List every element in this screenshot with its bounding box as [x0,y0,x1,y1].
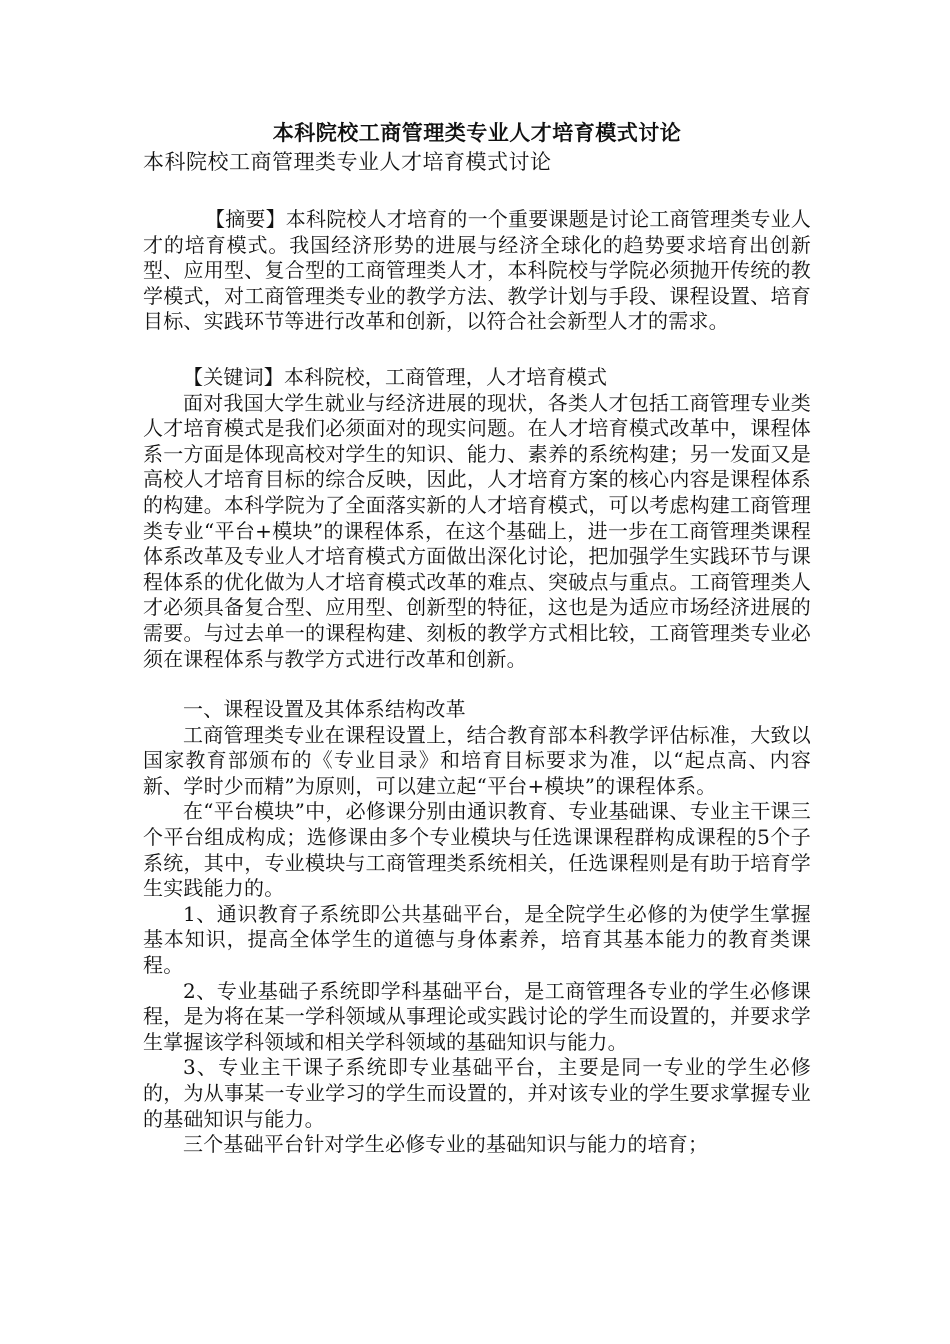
abstract-paragraph: 【摘要】本科院校人才培育的一个重要课题是讨论工商管理类专业人才的培育模式。我国经济形势的进展与经济全球化的趋势要求培育出创新型、应用型、复合型的工商管理类人才，本科院校与学院必须抛开传统的教学模式，对工商管理类专业的教学方法、教学计划与手段、课程设置、培育目标、实践环节等进行改革和创新，以符合社会新型人才的需求。 [143,207,811,334]
document-subtitle: 本科院校工商管理类专业人才培育模式讨论 [143,150,552,174]
document-body [143,118,811,1158]
document-title: 本科院校工商管理类专业人才培育模式讨论 [272,120,682,145]
section-heading: 一、课程设置及其体系结构改革 [183,697,466,722]
body-paragraph: 三个基础平台针对学生必修专业的基础知识与能力的培育； [183,1132,709,1157]
list-item: 2、专业基础子系统即学科基础平台，是工商管理各专业的学生必修课程，是为将在某一学科领域从事理论或实践讨论的学生而设置的，并要求学生掌握该学科领域和相关学科领域的基础知识与能力。 [143,978,811,1054]
list-item: 3、专业主干课子系统即专业基础平台，主要是同一专业的学生必修的，为从事某一专业学习的学生而设置的，并对该专业的学生要求掌握专业的基础知识与能力。 [143,1055,811,1131]
intro-paragraph: 面对我国大学生就业与经济进展的现状，各类人才包括工商管理专业类人才培育模式是我们必须面对的现实问题。在人才培育模式改革中，课程体系一方面是体现高校对学生的知识、能力、素养的系统构建；另一发面又是高校人才培育目标的综合反映，因此，人才培育方案的核心内容是课程体系的构建。本科学院为了全面落实新的人才培育模式，可以考虑构建工商管理类专业“平台+模块”的课程体系，在这个基础上，进一步在工商管理类课程体系改革及专业人才培育模式方面做出深化讨论，把加强学生实践环节与课程体系的优化做为人才培育模式改革的难点、突破点与重点。工商管理类人才必须具备复合型、应用型、创新型的特征，这也是为适应市场经济进展的需要。与过去单一的课程构建、刻板的教学方式相比较，工商管理类专业必须在课程体系与教学方式进行改革和创新。 [143,390,811,671]
keywords-paragraph: 【关键词】本科院校，工商管理，人才培育模式 [183,364,608,389]
body-paragraph: 在“平台模块”中，必修课分别由通识教育、专业基础课、专业主干课三个平台组成构成；选修课由多个专业模块与任选课课程群构成课程的5个子系统，其中，专业模块与工商管理类系统相关，任选课程则是有助于培育学生实践能力的。 [143,799,811,901]
list-item: 1、通识教育子系统即公共基础平台，是全院学生必修的为使学生掌握基本知识，提高全体学生的道德与身体素养，培育其基本能力的教育类课程。 [143,901,811,978]
body-paragraph: 工商管理类专业在课程设置上，结合教育部本科教学评估标准，大致以国家教育部颁布的《专业目录》和培育目标要求为准，以“起点高、内容新、学时少而精”为原则，可以建立起“平台+模块”的课程体系。 [143,722,811,798]
